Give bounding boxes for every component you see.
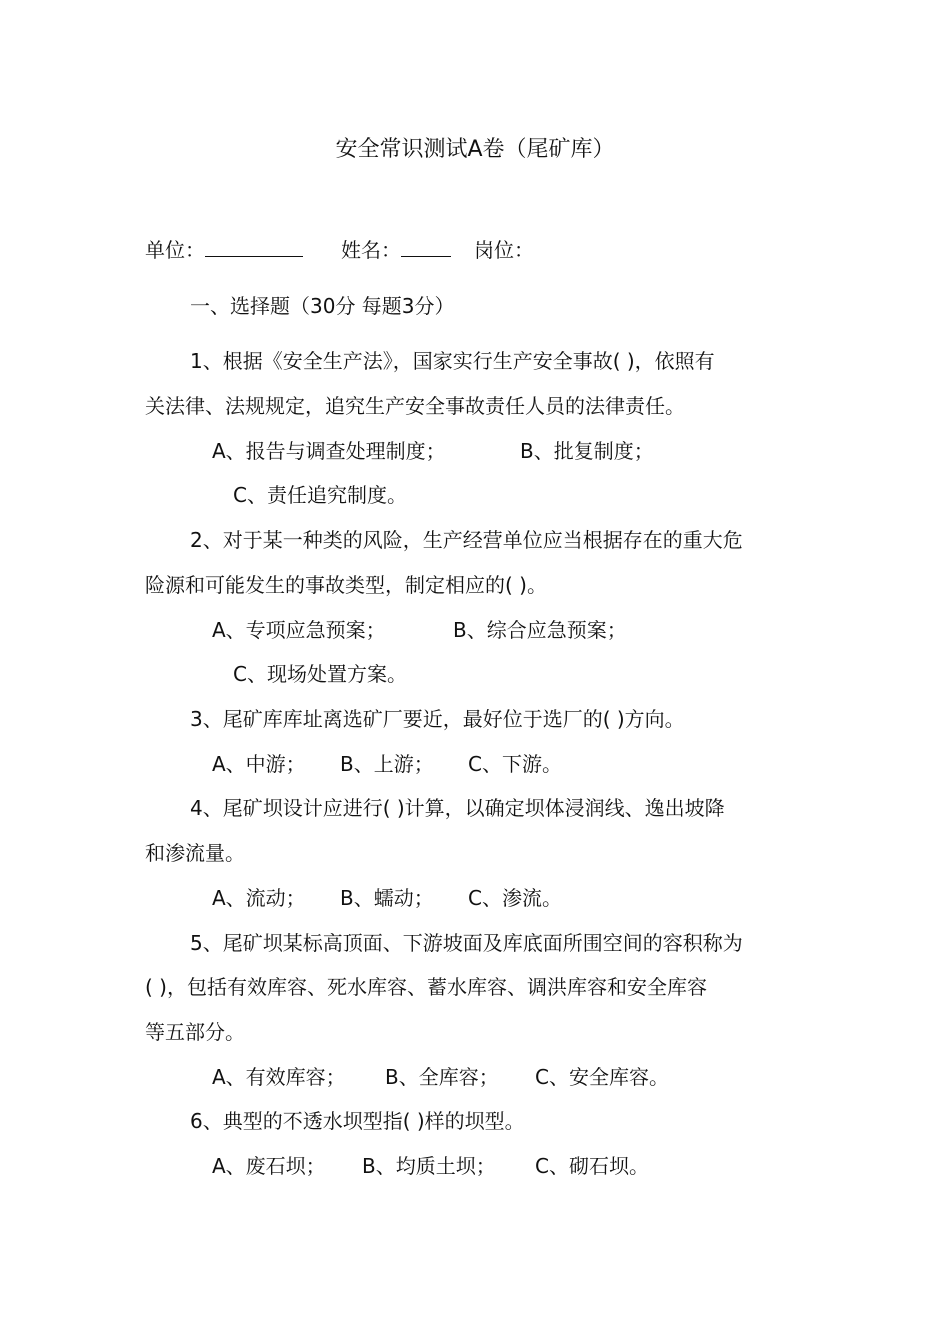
question-6-option-a: A、废石坝； xyxy=(212,1154,326,1178)
question-6-option-c: C、砌石坝。 xyxy=(535,1154,649,1178)
post-label: 岗位： xyxy=(474,238,534,262)
question-6-option-b: B、均质土坝； xyxy=(362,1154,496,1178)
question-3-option-a: A、中游； xyxy=(212,752,306,776)
question-2-option-c: C、现场处置方案。 xyxy=(233,662,407,686)
question-1-line-1: 1、根据《安全生产法》，国家实行生产安全事故( )，依照有 xyxy=(190,349,715,373)
question-3-option-c: C、下游。 xyxy=(468,752,562,776)
page-title: 安全常识测试A卷（尾矿库） xyxy=(335,137,615,162)
post-field xyxy=(474,236,534,264)
question-2-option-a: A、专项应急预案； xyxy=(212,618,386,642)
question-6-line-1: 6、典型的不透水坝型指( )样的坝型。 xyxy=(190,1109,525,1133)
question-5-option-b: B、全库容； xyxy=(385,1065,499,1089)
question-1-option-c: C、责任追究制度。 xyxy=(233,483,407,507)
question-2-line-1: 2、对于某一种类的风险，生产经营单位应当根据存在的重大危 xyxy=(190,528,743,552)
question-4-option-b: B、蠕动； xyxy=(340,886,434,910)
question-3-line-1: 3、尾矿库库址离选矿厂要近，最好位于选厂的( )方向。 xyxy=(190,707,685,731)
question-5-option-a: A、有效库容； xyxy=(212,1065,346,1089)
name-label: 姓名： xyxy=(341,238,401,262)
section-heading: 一、选择题（30分 每题3分） xyxy=(190,294,455,318)
question-4-option-c: C、渗流。 xyxy=(468,886,562,910)
unit-blank xyxy=(205,238,303,257)
question-2-option-b: B、综合应急预案； xyxy=(453,618,627,642)
question-1-line-2: 关法律、法规规定，追究生产安全事故责任人员的法律责任。 xyxy=(145,394,685,418)
question-5-line-3: 等五部分。 xyxy=(145,1020,245,1044)
name-field xyxy=(341,236,451,264)
unit-label: 单位： xyxy=(145,238,205,262)
question-2-line-2: 险源和可能发生的事故类型，制定相应的( )。 xyxy=(145,573,547,597)
question-5-line-2: ( )，包括有效库容、死水库容、蓄水库容、调洪库容和安全库容 xyxy=(145,975,707,999)
unit-field xyxy=(145,236,303,264)
question-5-line-1: 5、尾矿坝某标高顶面、下游坡面及库底面所围空间的容积称为 xyxy=(190,931,743,955)
question-5-option-c: C、安全库容。 xyxy=(535,1065,669,1089)
question-1-option-b: B、批复制度； xyxy=(520,439,654,463)
name-blank xyxy=(401,238,451,257)
question-1-option-a: A、报告与调查处理制度； xyxy=(212,439,446,463)
question-4-line-1: 4、尾矿坝设计应进行( )计算，以确定坝体浸润线、逸出坡降 xyxy=(190,796,725,820)
question-3-option-b: B、上游； xyxy=(340,752,434,776)
question-4-line-2: 和渗流量。 xyxy=(145,841,245,865)
question-4-option-a: A、流动； xyxy=(212,886,306,910)
